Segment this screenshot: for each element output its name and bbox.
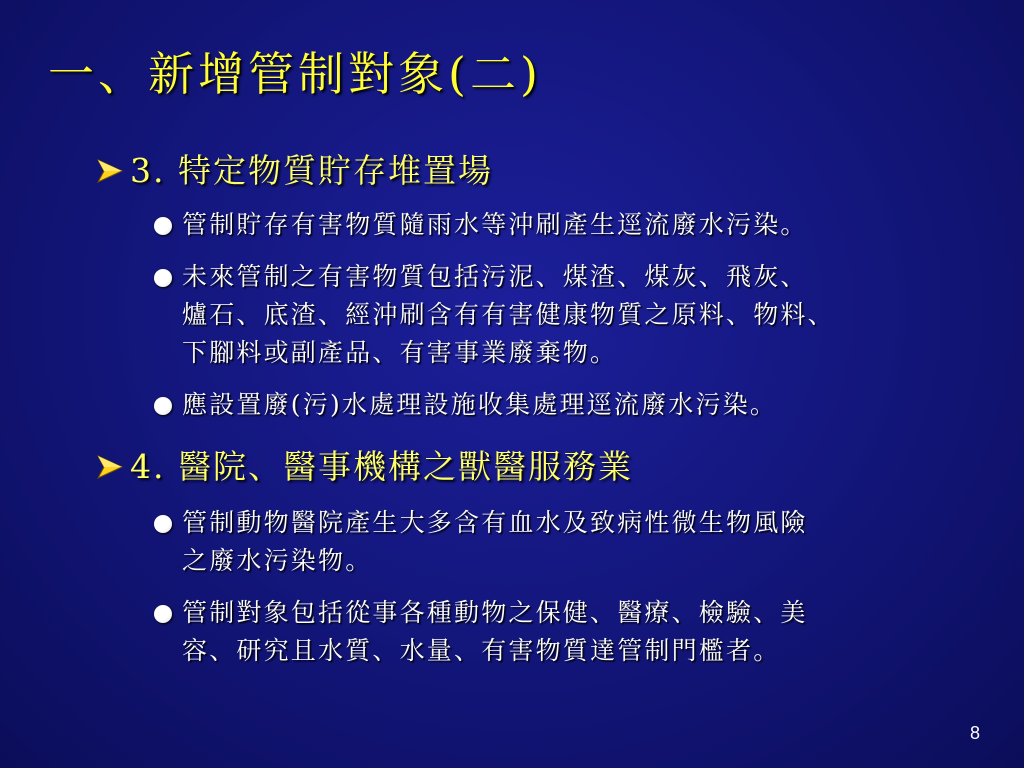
round-bullet-icon: [154, 515, 172, 533]
list-item: [154, 206, 808, 244]
arrow-bullet-icon: [96, 157, 124, 185]
list-item-text: 未來管制之有害物質包括污泥、煤渣、煤灰、飛灰、: [182, 262, 808, 291]
list-item-text: 之廢水污染物。: [182, 546, 373, 575]
round-bullet-icon: [154, 397, 172, 415]
list-item: [154, 504, 808, 580]
section-heading-text: 4. 醫院、醫事機構之獸醫服務業: [130, 447, 633, 486]
list-item: [154, 258, 835, 372]
list-item-text: 下腳料或副產品、有害事業廢棄物。: [182, 338, 618, 367]
list-item: [154, 386, 777, 424]
list-item-text: 管制貯存有害物質隨雨水等沖刷產生逕流廢水污染。: [182, 210, 808, 239]
list-item-text: 管制對象包括從事各種動物之保健、醫療、檢驗、美: [182, 598, 808, 627]
page-number: 8: [969, 723, 980, 743]
round-bullet-icon: [154, 269, 172, 287]
round-bullet-icon: [154, 605, 172, 623]
section-heading-text: 3. 特定物質貯存堆置場: [130, 151, 493, 190]
section-heading: [96, 446, 633, 488]
list-item-text: 爐石、底渣、經沖刷含有有害健康物質之原料、物料、: [182, 300, 835, 329]
round-bullet-icon: [154, 217, 172, 235]
slide-title: 一、新增管制對象(二): [48, 47, 542, 101]
list-item: [154, 594, 808, 670]
arrow-bullet-icon: [96, 453, 124, 481]
section-heading: [96, 150, 493, 192]
list-item-text: 容、研究且水質、水量、有害物質達管制門檻者。: [182, 636, 781, 665]
list-item-text: 管制動物醫院產生大多含有血水及致病性微生物風險: [182, 508, 808, 537]
list-item-text: 應設置廢(污)水處理設施收集處理逕流廢水污染。: [182, 390, 778, 419]
